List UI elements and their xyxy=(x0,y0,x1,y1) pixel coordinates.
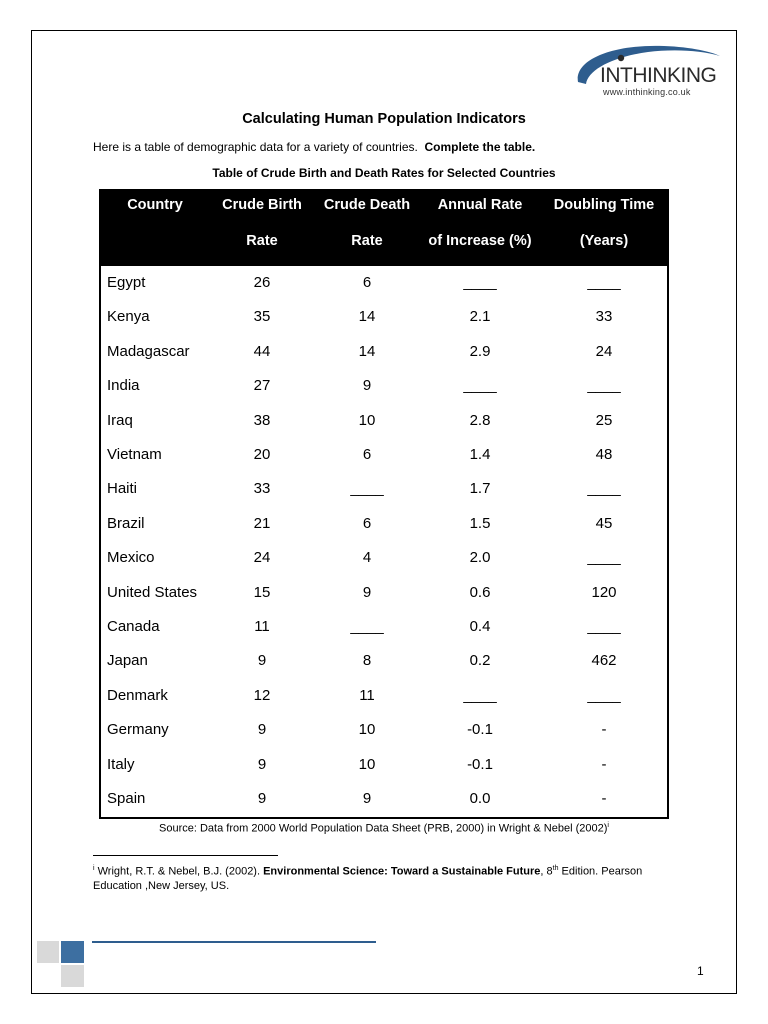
country-cell: Japan xyxy=(107,652,148,670)
table-row xyxy=(101,610,667,645)
country-cell: India xyxy=(107,377,140,395)
country-cell: Spain xyxy=(107,790,146,807)
footnote-rule xyxy=(93,855,278,856)
value-cell: 4 xyxy=(362,549,372,567)
value-cell: ____ xyxy=(463,377,497,395)
value-cell: 1.5 xyxy=(469,514,491,532)
value-cell: 45 xyxy=(595,514,613,532)
value-cell: 21 xyxy=(253,514,271,532)
value-cell: 35 xyxy=(253,308,271,326)
value-cell: - xyxy=(601,755,607,773)
country-cell: Brazil xyxy=(107,514,145,532)
country-cell: Italy xyxy=(107,755,135,773)
value-cell: 38 xyxy=(253,411,271,429)
value-cell: 2.9 xyxy=(469,342,491,360)
value-cell: 9 xyxy=(362,583,372,601)
value-cell: ____ xyxy=(587,549,621,567)
value-cell: 0.2 xyxy=(469,652,491,670)
table-row xyxy=(101,507,667,542)
table-row xyxy=(101,541,667,576)
country-cell: Germany xyxy=(107,721,169,739)
table-row xyxy=(101,644,667,679)
value-cell: ____ xyxy=(463,686,497,704)
source-marker: i xyxy=(607,822,609,829)
column-header xyxy=(209,191,315,266)
value-cell: 9 xyxy=(257,755,267,773)
table-row xyxy=(101,300,667,335)
value-cell: 14 xyxy=(358,342,376,360)
footnote-edition-sup: th xyxy=(552,865,559,872)
table-row xyxy=(101,335,667,370)
country-cell: Vietnam xyxy=(107,446,162,463)
table-row xyxy=(101,782,667,817)
source-text: Source: Data from 2000 World Population Data Sheet (PRB, 2000) in Wright & Nebel (2002) xyxy=(159,822,608,835)
value-cell: ____ xyxy=(350,618,384,635)
value-cell: 10 xyxy=(358,721,376,739)
logo-text: INTHINKING xyxy=(600,64,717,87)
table-row xyxy=(101,438,667,473)
value-cell: 2.8 xyxy=(469,411,491,429)
column-header-line2: of Increase (%) xyxy=(428,233,532,249)
value-cell: 9 xyxy=(257,721,267,739)
value-cell: 9 xyxy=(362,377,372,395)
column-header xyxy=(541,191,667,266)
column-header-line1: Crude Birth xyxy=(222,197,302,213)
value-cell: -0.1 xyxy=(467,755,493,773)
value-cell: 24 xyxy=(595,342,613,360)
value-cell: ____ xyxy=(463,274,497,291)
intro-emphasis: Complete the table. xyxy=(424,140,536,154)
column-header-line1: Doubling Time xyxy=(553,197,655,213)
value-cell: ____ xyxy=(587,618,621,635)
footnote-marker: i xyxy=(93,865,95,872)
value-cell: 8 xyxy=(362,652,372,670)
page-number: 1 xyxy=(697,964,704,978)
value-cell: 48 xyxy=(595,446,613,463)
document-title: Calculating Human Population Indicators xyxy=(242,111,526,127)
column-header-line1: Annual Rate xyxy=(437,197,523,213)
table-header xyxy=(101,191,667,266)
value-cell: 10 xyxy=(358,411,376,429)
value-cell: 10 xyxy=(358,755,376,773)
table-row xyxy=(101,679,667,714)
value-cell: 15 xyxy=(253,583,271,601)
value-cell: 6 xyxy=(362,446,372,463)
table-row xyxy=(101,713,667,748)
table-row xyxy=(101,472,667,507)
footer-decor-square xyxy=(61,965,84,987)
column-header xyxy=(315,191,419,266)
table-title: Table of Crude Birth and Death Rates for Selected Countries xyxy=(212,166,556,180)
country-cell: Denmark xyxy=(107,686,168,704)
value-cell: 6 xyxy=(362,514,372,532)
intro-text: Here is a table of demographic data for a variety of countries. xyxy=(93,140,418,154)
value-cell: 6 xyxy=(362,274,372,291)
table-row xyxy=(101,404,667,439)
column-header-line2: Rate xyxy=(246,233,278,249)
value-cell: ____ xyxy=(587,377,621,395)
country-cell: Canada xyxy=(107,618,160,635)
value-cell: 11 xyxy=(254,618,270,635)
country-cell: Mexico xyxy=(107,549,155,567)
value-cell: 2.1 xyxy=(469,308,491,326)
value-cell: 462 xyxy=(591,652,617,670)
value-cell: 25 xyxy=(595,411,613,429)
value-cell: - xyxy=(601,790,607,807)
population-table xyxy=(99,189,669,819)
value-cell: 24 xyxy=(253,549,271,567)
value-cell: 27 xyxy=(253,377,271,395)
footer-decor-square xyxy=(37,941,59,963)
value-cell: 120 xyxy=(591,583,617,601)
country-cell: Kenya xyxy=(107,308,150,326)
table-row xyxy=(101,748,667,783)
table-row xyxy=(101,576,667,611)
value-cell: 9 xyxy=(362,790,372,807)
value-cell: 0.0 xyxy=(469,790,491,807)
value-cell: 0.4 xyxy=(469,618,491,635)
footer-decor-square xyxy=(61,941,84,963)
column-header-line1: Country xyxy=(127,197,183,213)
footnote-book: Environmental Science: Toward a Sustainable Future xyxy=(263,865,541,878)
country-cell: Haiti xyxy=(107,480,138,498)
footnote-authors: Wright, R.T. & Nebel, B.J. (2002). xyxy=(94,865,264,878)
value-cell: 12 xyxy=(253,686,271,704)
value-cell: ____ xyxy=(587,686,621,704)
footer-rule xyxy=(92,941,376,943)
value-cell: 9 xyxy=(257,652,267,670)
country-cell: Madagascar xyxy=(107,342,190,360)
country-cell: United States xyxy=(107,583,198,601)
value-cell: 9 xyxy=(257,790,267,807)
country-cell: Iraq xyxy=(107,411,133,429)
footnote xyxy=(93,862,693,893)
footnote-edition: , 8 xyxy=(540,865,553,878)
table-row xyxy=(101,266,667,301)
column-header xyxy=(419,191,541,266)
value-cell: 20 xyxy=(253,446,271,463)
value-cell: 33 xyxy=(253,480,271,498)
column-header xyxy=(101,191,209,266)
value-cell: 2.0 xyxy=(469,549,491,567)
country-cell: Egypt xyxy=(107,274,146,291)
column-header-line1: Crude Death xyxy=(323,197,411,213)
source-citation xyxy=(0,822,768,835)
value-cell: ____ xyxy=(350,480,384,498)
intro-paragraph xyxy=(93,140,535,154)
value-cell: 14 xyxy=(358,308,376,326)
value-cell: 33 xyxy=(595,308,613,326)
column-header-line2: (Years) xyxy=(579,233,629,249)
value-cell: 1.4 xyxy=(469,446,491,463)
value-cell: ____ xyxy=(587,480,621,498)
table-row xyxy=(101,369,667,404)
footnote-rest: Edition. Pearson Education ,New Jersey, US. xyxy=(93,865,643,892)
value-cell: 11 xyxy=(359,686,375,704)
value-cell: - xyxy=(601,721,607,739)
column-header-line2: Rate xyxy=(351,233,383,249)
value-cell: 1.7 xyxy=(469,480,491,498)
value-cell: ____ xyxy=(587,274,621,291)
logo-url: www.inthinking.co.uk xyxy=(603,87,691,97)
value-cell: 44 xyxy=(253,342,271,360)
value-cell: 0.6 xyxy=(469,583,491,601)
value-cell: 26 xyxy=(253,274,271,291)
value-cell: -0.1 xyxy=(467,721,493,739)
